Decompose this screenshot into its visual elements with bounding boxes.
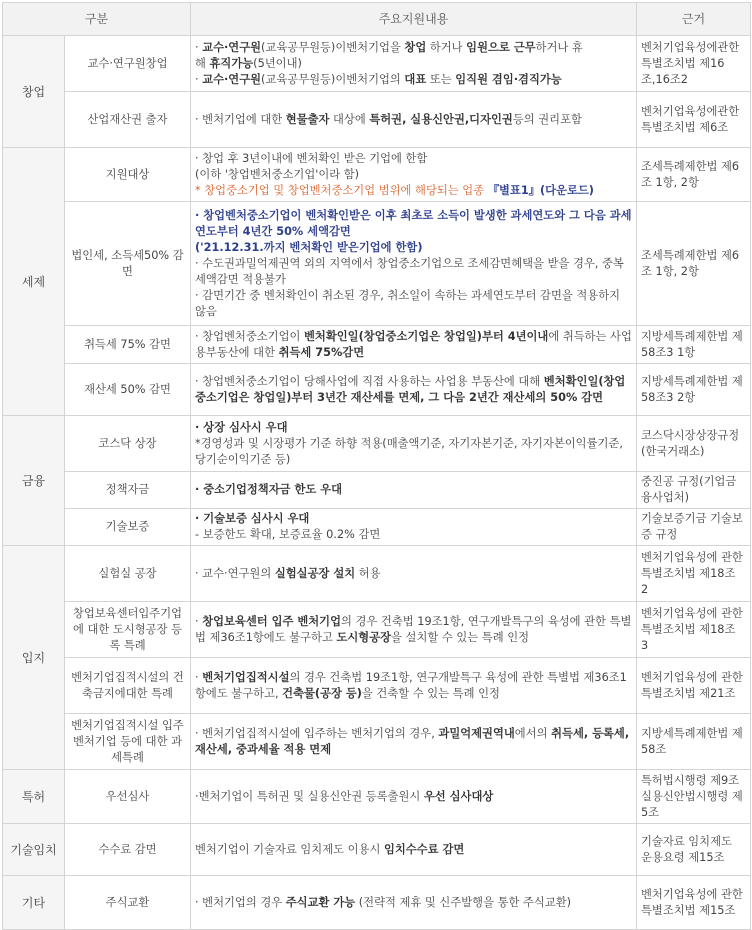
sub-category: 법인세, 소득세50% 감면 xyxy=(65,202,191,326)
content-cell: · 상장 심사시 우대 *경영성과 및 시장평가 기준 하향 적용(매출액기준, 자기자본기준, 자기자본이익률기준, 당기순이익기준 등) xyxy=(191,416,637,472)
table-row xyxy=(3,472,751,509)
table-row xyxy=(3,876,751,930)
basis-cell: 벤처기업육성에 관한 특별조치법 제18조 3 xyxy=(637,602,751,658)
table-row xyxy=(3,714,751,770)
table-row xyxy=(3,770,751,824)
section-tech-escrow: 기술임치 xyxy=(3,824,65,876)
basis-cell: 기술자료 임치제도 운용요령 제15조 xyxy=(637,824,751,876)
sub-category: 주식교환 xyxy=(65,876,191,930)
table-row xyxy=(3,658,751,714)
basis-cell: 벤처기업육성에 관한 특별조치법 제15조 xyxy=(637,876,751,930)
basis-cell: 벤처기업육성에 관한 특별조치법 제21조 xyxy=(637,658,751,714)
sub-category: 재산세 50% 감면 xyxy=(65,364,191,416)
sub-category: 우선심사 xyxy=(65,770,191,824)
sub-category: 취득세 75% 감면 xyxy=(65,326,191,364)
basis-cell: 지방세특례제한법 제58조3 2항 xyxy=(637,364,751,416)
sub-category: 수수료 감면 xyxy=(65,824,191,876)
sub-category: 창업보육센터입주기업에 대한 도시형공장 등록 특례 xyxy=(65,602,191,658)
download-link[interactable]: 『별표1』(다운로드) xyxy=(487,183,594,197)
section-tax: 세제 xyxy=(3,148,65,416)
sub-category: 교수·연구원창업 xyxy=(65,36,191,92)
section-etc: 기타 xyxy=(3,876,65,930)
content-cell: · 교수·연구원의 실험실공장 설치 허용 xyxy=(191,546,637,602)
content-cell: · 창업 후 3년이내에 벤처확인 받은 기업에 한함 (이하 '창업벤처중소기업'이라 함) * 창업중소기업 및 창업벤처중소기업 범위에 해당되는 업종 『별표1』(다운로드) xyxy=(191,148,637,202)
table-row xyxy=(3,148,751,202)
basis-cell: 벤처기업육성에 관한 특별조치법 제18조 2 xyxy=(637,546,751,602)
content-cell: · 창업벤처중소기업이 벤처확인일(창업중소기업은 창업일)부터 4년이내에 취득하는 사업용부동산에 대한 취득세 75%감면 xyxy=(191,326,637,364)
table-row xyxy=(3,546,751,602)
basis-cell: 지방세특례제한법 제58조3 1항 xyxy=(637,326,751,364)
sub-category: 벤처기업집적시설 입주 벤처기업 등에 대한 과세특례 xyxy=(65,714,191,770)
basis-cell: 조세특례제한법 제6조 1항, 2항 xyxy=(637,202,751,326)
content-cell: 벤처기업이 기술자료 임치제도 이용시 임치수수료 감면 xyxy=(191,824,637,876)
section-patent: 특허 xyxy=(3,770,65,824)
content-cell: · 교수·연구원(교육공무원등)이벤처기업을 창업 하거나 임원으로 근무하거나 휴 해 휴직가능(5년이내) · 교수·연구원(교육공무원등)이벤처기업의 대표 또는 임직원 겸임·겸직가능 xyxy=(191,36,637,92)
content-cell: · 창업벤처중소기업이 당해사업에 직접 사용하는 사업용 부동산에 대해 벤처확인일(창업중소기업은 창업일)부터 3년간 재산세를 면제, 그 다음 2년간 재산세의 50% 감면 xyxy=(191,364,637,416)
header-category: 구분 xyxy=(3,3,191,36)
basis-cell: 기술보증기금 기술보증 규정 xyxy=(637,509,751,546)
content-cell: · 벤처기업에 대한 현물출자 대상에 특허권, 실용신안권,디자인권등의 권리포함 xyxy=(191,92,637,148)
table-row xyxy=(3,602,751,658)
sub-category: 실험실 공장 xyxy=(65,546,191,602)
content-cell: · 창업보육센터 입주 벤처기업의 경우 건축법 19조1항, 연구개발특구의 육성에 관한 특별법 제36조1항에도 불구하고 도시형공장을 설치할 수 있는 특례 인정 xyxy=(191,602,637,658)
sub-category: 지원대상 xyxy=(65,148,191,202)
sub-category: 기술보증 xyxy=(65,509,191,546)
basis-cell: 중진공 규정(기업금융사업처) xyxy=(637,472,751,509)
table-row xyxy=(3,326,751,364)
sub-category: 벤처기업집적시설의 건축금지에대한 특례 xyxy=(65,658,191,714)
sub-category: 산업재산권 출자 xyxy=(65,92,191,148)
basis-cell: 특허법시행령 제9조 실용신안법시행령 제5조 xyxy=(637,770,751,824)
content-cell: ·벤처기업이 특허권 및 실용신안권 등록출원시 우선 심사대상 xyxy=(191,770,637,824)
content-cell: · 기술보증 심사시 우대 - 보증한도 확대, 보증료율 0.2% 감면 xyxy=(191,509,637,546)
basis-cell: 벤처기업육성에관한특별조치법 제16조,16조2 xyxy=(637,36,751,92)
content-cell: · 벤처기업집적시설의 경우 건축법 19조1항, 연구개발특구 육성에 관한 특별법 제36조1항에도 불구하고, 건축물(공장 등)을 건축할 수 있는 특례 인정 xyxy=(191,658,637,714)
content-cell: · 창업벤처중소기업이 벤처확인받은 이후 최초로 소득이 발생한 과세연도와 그 다음 과세연도부터 4년간 50% 세액감면 ('21.12.31.까지 벤처확인 받은기업에 한함) · 수도권과밀억제권역 외의 지역에서 창업중소기업으로 조세감면혜택을 받을 경우, 중복세액감면 적용불가 · 감면기간 중 벤처확인이 취소된 경우, 취소일이 속하는 과세연도부터 감면을 적용하지 않음 xyxy=(191,202,637,326)
section-startup: 창업 xyxy=(3,36,65,148)
header-content: 주요지원내용 xyxy=(191,3,637,36)
basis-cell: 조세특례제한법 제6조 1항, 2항 xyxy=(637,148,751,202)
table-row xyxy=(3,509,751,546)
basis-cell: 지방세특례제한법 제58조 xyxy=(637,714,751,770)
sub-category: 코스닥 상장 xyxy=(65,416,191,472)
header-basis: 근거 xyxy=(637,3,751,36)
content-cell: · 벤처기업의 경우 주식교환 가능 (전략적 제휴 및 신주발행을 통한 주식교환) xyxy=(191,876,637,930)
table-row xyxy=(3,36,751,92)
header-row xyxy=(3,3,751,36)
table-row xyxy=(3,824,751,876)
content-cell: · 벤처기업집적시설에 입주하는 벤처기업의 경우, 과밀억제권역내에서의 취득세, 등록세, 재산세, 중과세율 적용 면제 xyxy=(191,714,637,770)
table-row xyxy=(3,364,751,416)
basis-cell: 벤처기업육성에관한특별조치법 제6조 xyxy=(637,92,751,148)
table-row xyxy=(3,202,751,326)
section-finance: 금융 xyxy=(3,416,65,546)
venture-support-table xyxy=(2,2,751,930)
section-location: 입지 xyxy=(3,546,65,770)
sub-category: 정책자금 xyxy=(65,472,191,509)
content-cell: · 중소기업정책자금 한도 우대 xyxy=(191,472,637,509)
basis-cell: 코스닥시장상장규정(한국거래소) xyxy=(637,416,751,472)
table-row xyxy=(3,416,751,472)
table-row xyxy=(3,92,751,148)
